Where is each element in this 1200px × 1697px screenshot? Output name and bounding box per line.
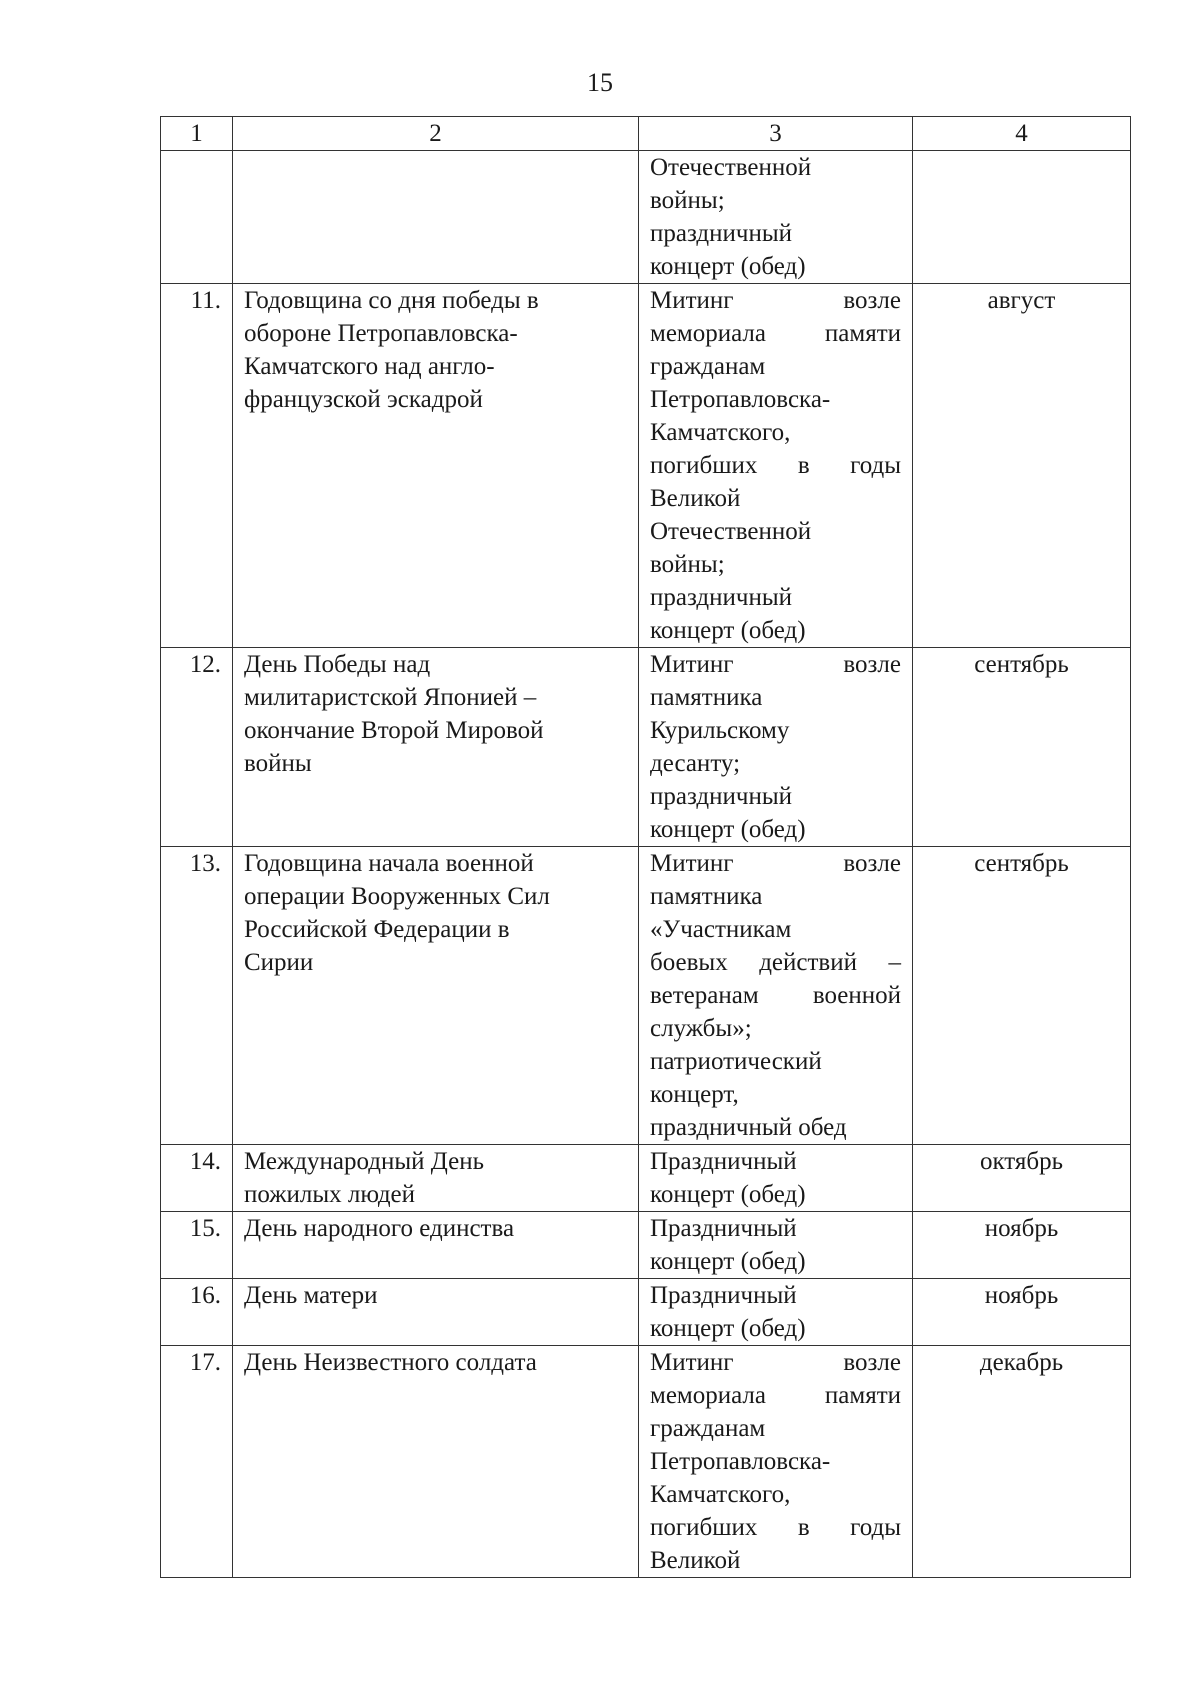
event-description — [639, 1212, 913, 1279]
event-description — [639, 1279, 913, 1346]
holiday-name — [233, 151, 639, 284]
event-month: декабрь — [913, 1346, 1131, 1578]
holiday-name — [233, 284, 639, 648]
event-description — [639, 648, 913, 847]
event-description-line: мемориала памяти — [650, 1382, 901, 1409]
event-month: ноябрь — [913, 1212, 1131, 1279]
event-description-line: Петропавловска- — [650, 386, 831, 413]
event-description-line: войны; — [650, 187, 725, 214]
table-row — [161, 1346, 1131, 1578]
holiday-name-line: обороне Петропавловска- — [244, 320, 518, 347]
event-description-line: Праздничный — [650, 1148, 797, 1175]
event-description-line: концерт, — [650, 1081, 739, 1108]
row-number: 15. — [161, 1212, 233, 1279]
holiday-name-line: французской эскадрой — [244, 386, 483, 413]
holiday-name-line: операции Вооруженных Сил — [244, 883, 550, 910]
event-description-line: концерт (обед) — [650, 816, 806, 843]
event-description — [639, 151, 913, 284]
event-description-line: концерт (обед) — [650, 253, 806, 280]
holiday-name-line: День Неизвестного солдата — [244, 1349, 537, 1376]
event-description — [639, 1145, 913, 1212]
event-month: август — [913, 284, 1131, 648]
event-description-line: праздничный — [650, 584, 793, 611]
holiday-name-line: Годовщина начала военной — [244, 850, 534, 877]
row-number: 11. — [161, 284, 233, 648]
event-description-line: памятника — [650, 883, 763, 910]
event-description-line: гражданам — [650, 353, 766, 380]
holiday-name — [233, 1145, 639, 1212]
table-row — [161, 1279, 1131, 1346]
event-description-line: патриотический — [650, 1048, 822, 1075]
event-description-line: ветеранам военной — [650, 982, 901, 1009]
holiday-name-line: Сирии — [244, 949, 314, 976]
event-month: сентябрь — [913, 847, 1131, 1145]
event-description-line: погибших в годы — [650, 1514, 901, 1541]
table-body — [161, 151, 1131, 1578]
holiday-name-line: войны — [244, 750, 312, 777]
holiday-name-line: пожилых людей — [244, 1181, 416, 1208]
event-description-line: праздничный — [650, 783, 793, 810]
row-number: 14. — [161, 1145, 233, 1212]
event-description-line: концерт (обед) — [650, 617, 806, 644]
row-number — [161, 151, 233, 284]
event-description-line: Отечественной — [650, 518, 812, 545]
header-cell-4: 4 — [913, 117, 1131, 151]
event-description-line: Великой — [650, 485, 741, 512]
event-description-line: памятника — [650, 684, 763, 711]
holiday-name — [233, 1212, 639, 1279]
event-month: сентябрь — [913, 648, 1131, 847]
holiday-name-line: Годовщина со дня победы в — [244, 287, 539, 314]
event-description-line: мемориала памяти — [650, 320, 901, 347]
event-description-line: Митинг возле — [650, 1349, 901, 1376]
holiday-name-line: Международный День — [244, 1148, 485, 1175]
holiday-name — [233, 648, 639, 847]
page-number: 15 — [587, 68, 613, 97]
event-description-line: Митинг возле — [650, 651, 901, 678]
table-row — [161, 1145, 1131, 1212]
table-row — [161, 648, 1131, 847]
holiday-name-line: Камчатского над англо- — [244, 353, 495, 380]
events-table — [160, 116, 1131, 1578]
event-month: ноябрь — [913, 1279, 1131, 1346]
event-description-line: праздничный обед — [650, 1114, 847, 1141]
event-description-line: концерт (обед) — [650, 1248, 806, 1275]
header-cell-1: 1 — [161, 117, 233, 151]
row-number: 12. — [161, 648, 233, 847]
event-description-line: погибших в годы — [650, 452, 901, 479]
event-description-line: праздничный — [650, 220, 793, 247]
holiday-name-line: День Победы над — [244, 651, 431, 678]
header-cell-2: 2 — [233, 117, 639, 151]
table-row — [161, 284, 1131, 648]
holiday-name-line: милитаристской Японией – — [244, 684, 537, 711]
event-description — [639, 284, 913, 648]
row-number: 16. — [161, 1279, 233, 1346]
holiday-name-line: День народного единства — [244, 1215, 515, 1242]
event-description-line: «Участникам — [650, 916, 792, 943]
event-description-line: концерт (обед) — [650, 1315, 806, 1342]
holiday-name-line: окончание Второй Мировой — [244, 717, 544, 744]
event-description-line: Отечественной — [650, 154, 812, 181]
event-description-line: концерт (обед) — [650, 1181, 806, 1208]
holiday-name — [233, 847, 639, 1145]
event-description-line: Петропавловска- — [650, 1448, 831, 1475]
event-month: октябрь — [913, 1145, 1131, 1212]
event-description-line: Митинг возле — [650, 850, 901, 877]
event-description — [639, 1346, 913, 1578]
holiday-name-line: День матери — [244, 1282, 378, 1309]
event-month — [913, 151, 1131, 284]
table-row — [161, 847, 1131, 1145]
event-description-line: боевых действий – — [650, 949, 901, 976]
event-description-line: Великой — [650, 1547, 741, 1574]
holiday-name — [233, 1346, 639, 1578]
table-row — [161, 151, 1131, 284]
header-row — [161, 117, 1131, 151]
event-description-line: Камчатского, — [650, 419, 791, 446]
event-description-line: Праздничный — [650, 1215, 797, 1242]
event-description — [639, 847, 913, 1145]
event-description-line: войны; — [650, 551, 725, 578]
row-number: 13. — [161, 847, 233, 1145]
event-description-line: Митинг возле — [650, 287, 901, 314]
holiday-name — [233, 1279, 639, 1346]
header-cell-3: 3 — [639, 117, 913, 151]
event-description-line: Праздничный — [650, 1282, 797, 1309]
event-description-line: службы»; — [650, 1015, 752, 1042]
row-number: 17. — [161, 1346, 233, 1578]
event-description-line: десанту; — [650, 750, 741, 777]
event-description-line: гражданам — [650, 1415, 766, 1442]
holiday-name-line: Российской Федерации в — [244, 916, 510, 943]
event-description-line: Курильскому — [650, 717, 790, 744]
event-description-line: Камчатского, — [650, 1481, 791, 1508]
table-row — [161, 1212, 1131, 1279]
